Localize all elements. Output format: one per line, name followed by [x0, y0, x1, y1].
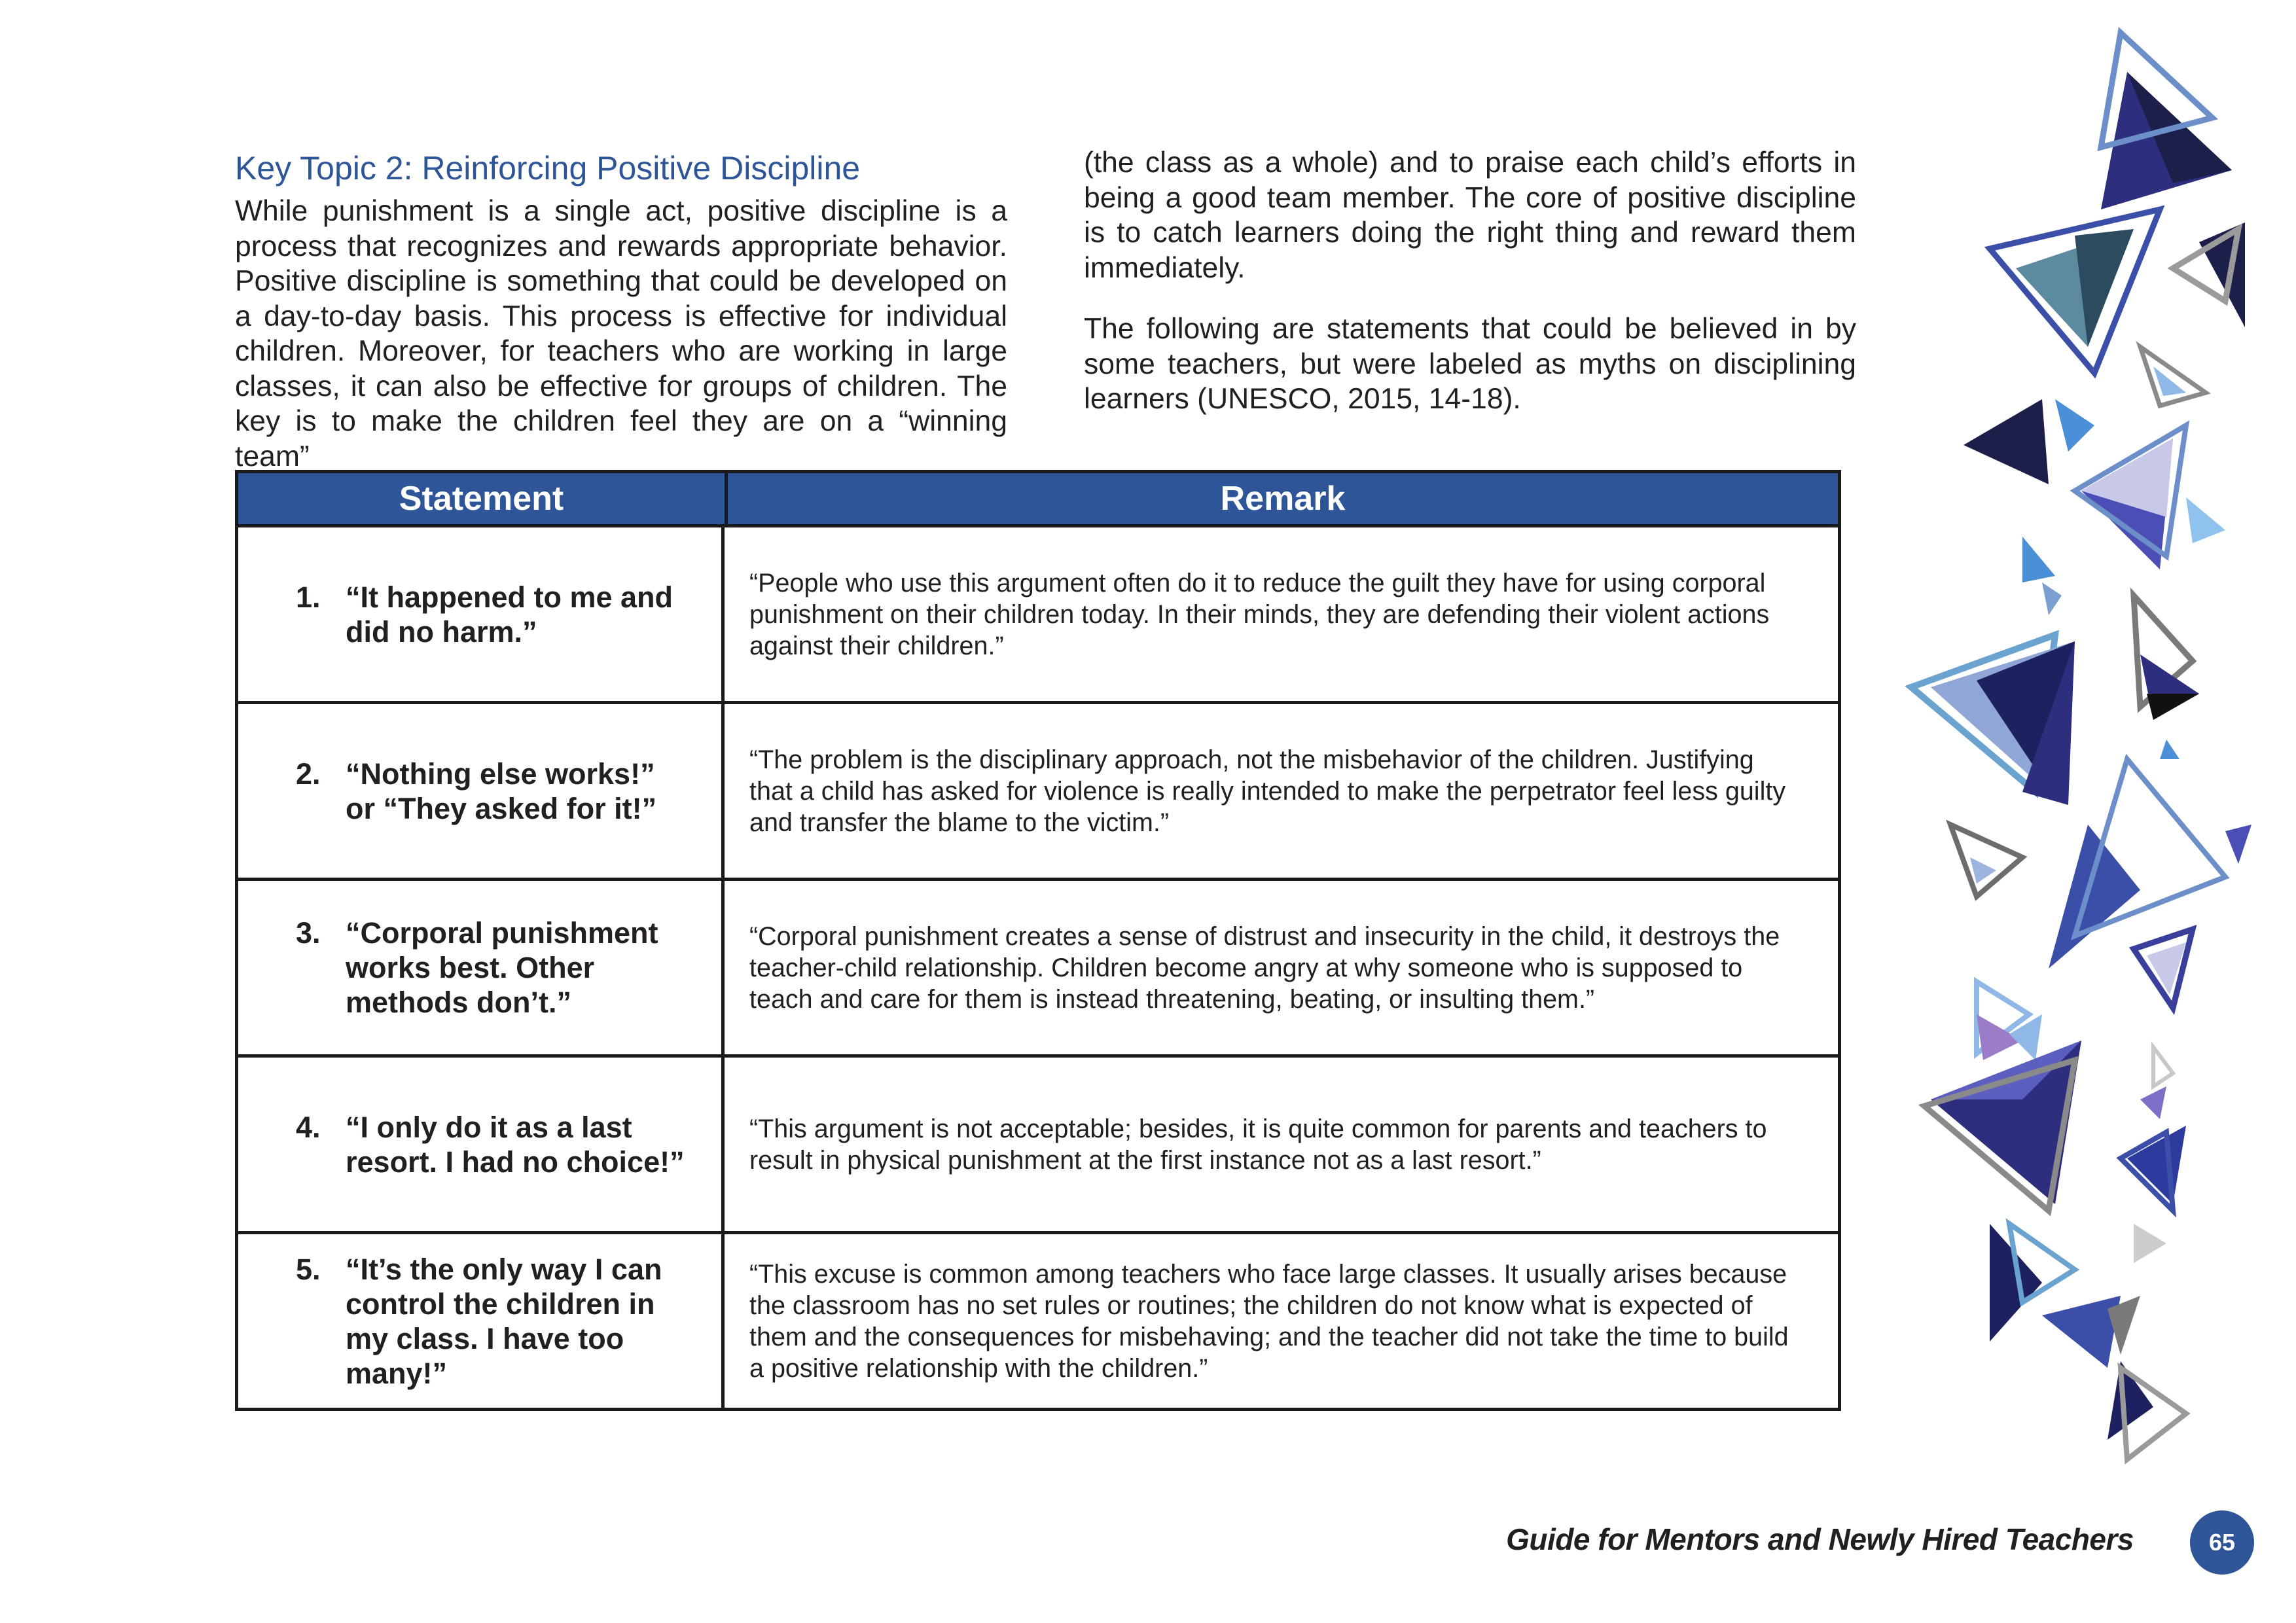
- table-row: [238, 1054, 1838, 1231]
- key-topic-title: Key Topic 2: Reinforcing Positive Discipline: [235, 150, 861, 187]
- remark-column-header: Remark: [1220, 480, 1346, 518]
- table-row: [238, 1231, 1838, 1408]
- myths-table: [235, 470, 1841, 1411]
- table-row: [238, 701, 1838, 878]
- table-row: [238, 878, 1838, 1054]
- statement-text: “It happened to me and did no harm.”: [346, 580, 673, 649]
- row-number: 4.: [296, 1110, 321, 1144]
- continuation-paragraph: (the class as a whole) and to praise each child’s efforts in being a good team member. The core of positive discipline is to catch learners doing the right thing and reward them immediately.: [1084, 147, 1856, 284]
- statement-text: “It’s the only way I can control the children in my class. I have too many!”: [346, 1252, 662, 1390]
- statement-text: “Nothing else works!” or “They asked for it!”: [346, 757, 657, 825]
- remark-cell: [725, 1058, 1838, 1231]
- statement-cell: [238, 527, 725, 701]
- table-header: [238, 473, 1838, 527]
- row-number: 2.: [296, 757, 321, 791]
- table-row: [238, 527, 1838, 701]
- right-column: [1084, 145, 1856, 417]
- remark-cell: [725, 1234, 1838, 1408]
- remark-cell: [725, 881, 1838, 1054]
- statement-cell: [238, 1234, 725, 1408]
- remark-text: “This excuse is common among teachers who face large classes. It usually arises because the classroom has no set rules or routines; the children do not know what is expected of them and the consequences for misbehaving; and the teacher did not take the time to build a positive relationship with the children.”: [749, 1259, 1789, 1383]
- triangle-cluster-5: [1950, 759, 2251, 1008]
- intro-paragraph: While punishment is a single act, positive discipline is a process that recognizes and rewards appropriate behavior. Positive discipline is something that could be developed on a day-to-day basis. This process is effective for individual children. Moreover, for teachers who are working in large classes, it can also be effective for groups of children. The key is to make the children feel they are on a “winning team”: [235, 195, 1007, 473]
- statement-text: “I only do it as a last resort. I had no choice!”: [346, 1110, 685, 1179]
- statement-text: “Corporal punishment works best. Other methods don’t.”: [346, 916, 658, 1019]
- triangle-cluster-6: [1924, 982, 2186, 1211]
- statement-column-header: Statement: [238, 473, 728, 524]
- triangle-cluster-1: [2101, 33, 2232, 209]
- remark-text: “Corporal punishment creates a sense of distrust and insecurity in the child, it destroys the teacher-child relationship. Children become angry at why someone who is supposed to teach and care for them is instead threatening, beating, or insulting them.”: [749, 921, 1780, 1014]
- page-number-badge: 65: [2190, 1510, 2254, 1575]
- remark-cell: [725, 527, 1838, 701]
- triangle-cluster-3: [1964, 399, 2225, 615]
- statement-cell: [238, 881, 725, 1054]
- row-number: 5.: [296, 1252, 321, 1286]
- row-number: 3.: [296, 916, 321, 950]
- decorative-triangles: [1859, 20, 2296, 1525]
- triangle-cluster-4: [1911, 596, 2199, 805]
- triangle-cluster-7: [1990, 1224, 2186, 1459]
- row-number: 1.: [296, 580, 321, 614]
- statement-cell: [238, 704, 725, 878]
- triangle-cluster-2: [1990, 209, 2245, 406]
- myths-intro-paragraph: The following are statements that could be believed in by some teachers, but were labeled as myths on disciplining learners (UNESCO, 2015, 14-18).: [1084, 313, 1856, 415]
- remark-text: “The problem is the disciplinary approach, not the misbehavior of the children. Justifying that a child has asked for violence is really intended to make the perpetrator feel less guilty and transfer the blame to the victim.”: [749, 745, 1786, 837]
- remark-cell: [725, 704, 1838, 878]
- footer-title: Guide for Mentors and Newly Hired Teachers: [1506, 1522, 2134, 1556]
- statement-cell: [238, 1058, 725, 1231]
- remark-text: “People who use this argument often do it to reduce the guilt they have for using corporal punishment on their children today. In their minds, they are defending their violent actions against their children.”: [749, 568, 1770, 660]
- remark-text: “This argument is not acceptable; besides, it is quite common for parents and teachers to result in physical punishment at the first instance not as a last resort.”: [749, 1114, 1767, 1175]
- left-column: [235, 145, 1007, 474]
